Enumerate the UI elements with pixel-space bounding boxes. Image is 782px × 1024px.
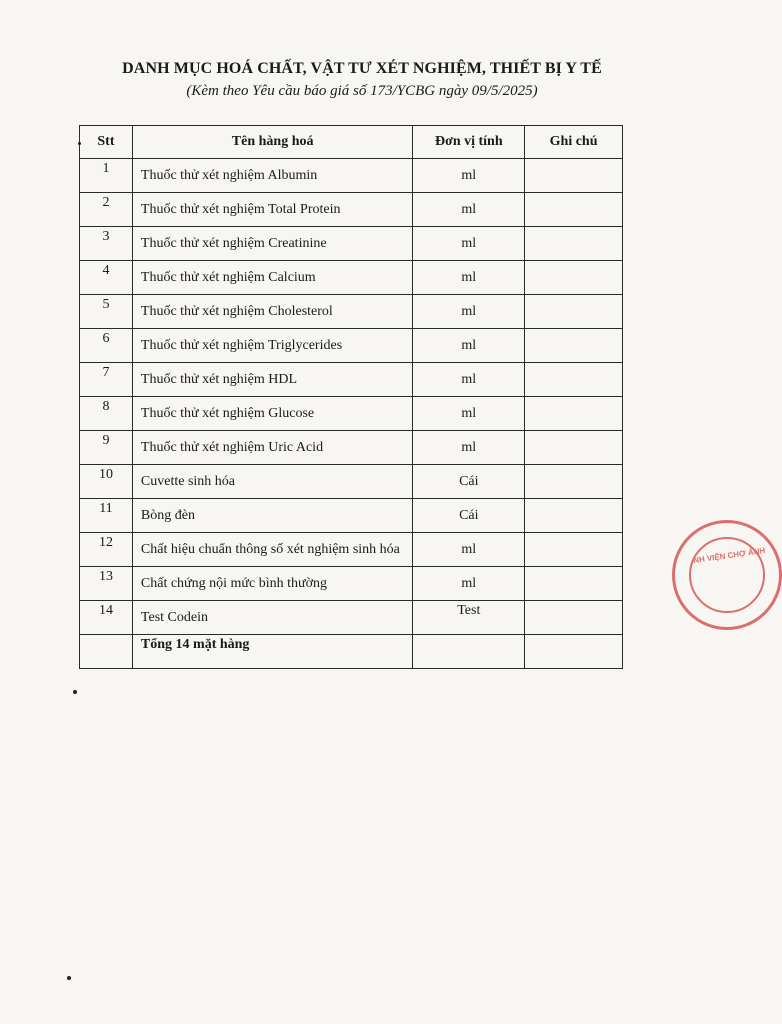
- table-row: [80, 465, 623, 499]
- table-row: [80, 533, 623, 567]
- row-stt: 13: [80, 567, 133, 601]
- row-stt: 8: [80, 397, 133, 431]
- row-unit: Cái: [413, 465, 525, 499]
- row-name: Cuvette sinh hóa: [132, 465, 413, 499]
- total-stt: [80, 635, 133, 669]
- row-unit: ml: [413, 193, 525, 227]
- row-name: Thuốc thử xét nghiệm Creatinine: [132, 227, 413, 261]
- row-stt: 1: [80, 159, 133, 193]
- table-total-row: [80, 635, 623, 669]
- row-note: [525, 397, 623, 431]
- table-row: [80, 227, 623, 261]
- row-name: Thuốc thử xét nghiệm Total Protein: [132, 193, 413, 227]
- row-stt: 2: [80, 193, 133, 227]
- row-name: Thuốc thử xét nghiệm Cholesterol: [132, 295, 413, 329]
- row-stt: 3: [80, 227, 133, 261]
- table-row: [80, 363, 623, 397]
- row-unit: ml: [413, 533, 525, 567]
- row-note: [525, 329, 623, 363]
- table-row: [80, 261, 623, 295]
- table-header-row: [80, 126, 623, 159]
- table-row: [80, 295, 623, 329]
- row-note: [525, 601, 623, 635]
- stamp-text: NH VIỆN CHỢ ẢNH: [692, 545, 766, 566]
- row-name: Thuốc thử xét nghiệm Triglycerides: [132, 329, 413, 363]
- row-note: [525, 533, 623, 567]
- row-stt: 12: [80, 533, 133, 567]
- row-unit: ml: [413, 329, 525, 363]
- row-name: Test Codein: [132, 601, 413, 635]
- row-unit: ml: [413, 363, 525, 397]
- row-name: Thuốc thử xét nghiệm Glucose: [132, 397, 413, 431]
- row-note: [525, 363, 623, 397]
- row-note: [525, 499, 623, 533]
- header-unit: Đơn vị tính: [413, 126, 525, 159]
- total-note: [525, 635, 623, 669]
- row-note: [525, 465, 623, 499]
- row-stt: 11: [80, 499, 133, 533]
- scan-speck: [78, 142, 81, 145]
- table-row: [80, 431, 623, 465]
- table-row: [80, 193, 623, 227]
- row-unit: ml: [413, 295, 525, 329]
- table-row: [80, 397, 623, 431]
- row-name: Thuốc thử xét nghiệm Uric Acid: [132, 431, 413, 465]
- row-unit: ml: [413, 227, 525, 261]
- table-row: [80, 159, 623, 193]
- scan-speck: [73, 690, 77, 694]
- table-row: [80, 329, 623, 363]
- row-unit: Cái: [413, 499, 525, 533]
- row-unit: ml: [413, 159, 525, 193]
- row-stt: 7: [80, 363, 133, 397]
- row-name: Thuốc thử xét nghiệm Albumin: [132, 159, 413, 193]
- red-seal-stamp: [672, 520, 782, 630]
- page-subtitle: (Kèm theo Yêu cầu báo giá số 173/YCBG ngày 09/5/2025): [186, 83, 538, 99]
- header-name: Tên hàng hoá: [132, 126, 413, 159]
- row-note: [525, 261, 623, 295]
- row-name: Chất chứng nội mức bình thường: [132, 567, 413, 601]
- row-name: Thuốc thử xét nghiệm Calcium: [132, 261, 413, 295]
- row-stt: 14: [80, 601, 133, 635]
- row-stt: 6: [80, 329, 133, 363]
- row-note: [525, 295, 623, 329]
- row-unit: Test: [413, 601, 525, 635]
- page-title: DANH MỤC HOÁ CHẤT, VẬT TƯ XÉT NGHIỆM, THIẾT BỊ Y TẾ: [122, 60, 602, 77]
- items-table: [79, 125, 623, 669]
- row-unit: ml: [413, 397, 525, 431]
- row-note: [525, 567, 623, 601]
- header-note: Ghi chú: [525, 126, 623, 159]
- row-stt: 4: [80, 261, 133, 295]
- row-name: Bòng đèn: [132, 499, 413, 533]
- row-note: [525, 431, 623, 465]
- row-name: Chất hiệu chuẩn thông số xét nghiệm sinh hóa: [132, 533, 413, 567]
- row-unit: ml: [413, 261, 525, 295]
- row-stt: 5: [80, 295, 133, 329]
- row-stt: 10: [80, 465, 133, 499]
- row-unit: ml: [413, 431, 525, 465]
- total-unit: [413, 635, 525, 669]
- row-note: [525, 227, 623, 261]
- row-note: [525, 159, 623, 193]
- total-label: Tổng 14 mặt hàng: [132, 635, 413, 669]
- header-stt: Stt: [80, 126, 133, 159]
- scan-speck: [67, 976, 71, 980]
- row-unit: ml: [413, 567, 525, 601]
- row-name: Thuốc thử xét nghiệm HDL: [132, 363, 413, 397]
- row-stt: 9: [80, 431, 133, 465]
- table-row: [80, 567, 623, 601]
- table-row: [80, 499, 623, 533]
- row-note: [525, 193, 623, 227]
- table-row: [80, 601, 623, 635]
